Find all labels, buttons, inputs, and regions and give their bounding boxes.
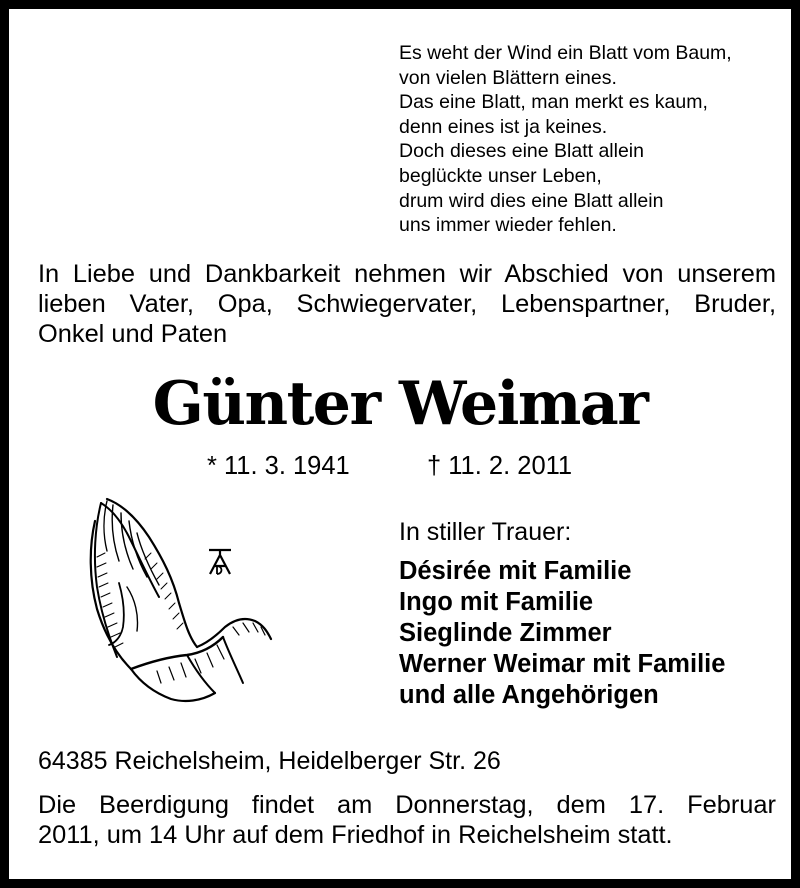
mourner-entry: Werner Weimar mit Familie	[399, 650, 726, 678]
intro-line: In Liebe und Dankbarkeit nehmen wir Abschied von unserem	[38, 260, 776, 288]
funeral-line: Die Beerdigung findet am Donnerstag, dem 17. Februar	[38, 791, 776, 819]
mourner-entry: und alle Angehörigen	[399, 681, 659, 709]
mourner-entry: Désirée mit Familie	[399, 557, 632, 585]
poem-line: Das eine Blatt, man merkt es kaum,	[399, 91, 708, 114]
birth-date: * 11. 3. 1941	[207, 452, 350, 480]
mourner-entry: Sieglinde Zimmer	[399, 619, 612, 647]
mourner-entry: Ingo mit Familie	[399, 588, 594, 616]
poem	[399, 41, 789, 238]
poem-line: drum wird dies eine Blatt allein	[399, 189, 664, 212]
poem-line: von vielen Blättern eines.	[399, 66, 617, 89]
poem-line: Es weht der Wind ein Blatt vom Baum,	[399, 42, 732, 64]
poem-line: denn eines ist ja keines.	[399, 115, 608, 138]
intro-text	[38, 259, 776, 349]
intro-line: Onkel und Paten	[38, 320, 228, 348]
durer-monogram-icon	[205, 547, 235, 577]
funeral-notice	[38, 790, 776, 850]
mourners-list	[399, 556, 725, 711]
poem-line: Doch dieses eine Blatt allein	[399, 140, 644, 163]
address: 64385 Reichelsheim, Heidelberger Str. 26	[38, 747, 501, 775]
mourning-label: In stiller Trauer:	[399, 518, 572, 546]
funeral-line: 2011, um 14 Uhr auf dem Friedhof in Reichelsheim statt.	[38, 821, 673, 849]
poem-line: beglückte unser Leben,	[399, 164, 602, 187]
intro-line: lieben Vater, Opa, Schwiegervater, Lebenspartner, Bruder,	[38, 290, 776, 318]
deceased-name: Günter Weimar	[152, 369, 648, 439]
death-date: † 11. 2. 2011	[427, 452, 573, 480]
poem-line: uns immer wieder fehlen.	[399, 214, 617, 237]
praying-hands-image	[67, 487, 277, 707]
